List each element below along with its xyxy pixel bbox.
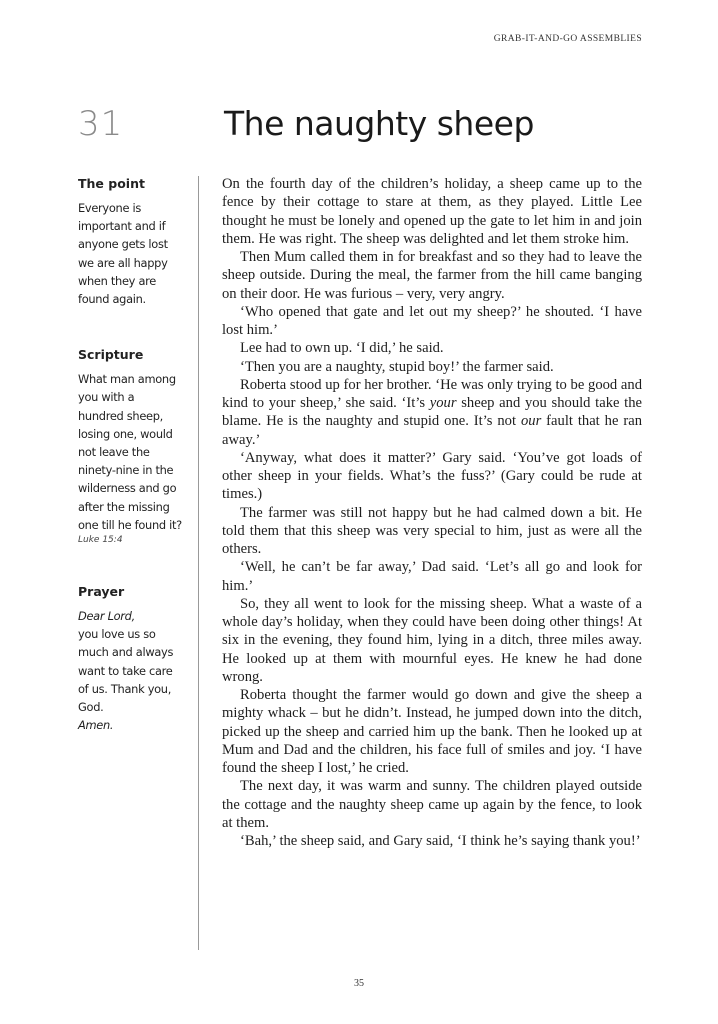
story-paragraph: ‘Then you are a naughty, stupid boy!’ the farmer said.	[240, 358, 554, 375]
column-divider	[198, 176, 199, 950]
emphasis-our: our	[520, 413, 542, 430]
story-paragraph: ‘Well, he can’t be far away,’ Dad said. ‘Let’s all go and look for him.’	[222, 559, 642, 594]
page-number: 35	[354, 978, 364, 989]
story-paragraph: Lee had to own up. ‘I did,’ he said.	[240, 340, 444, 357]
story-paragraph: The next day, it was warm and sunny. The children played outside the cottage and the naughty sheep came up again by the fence, to look at them.	[222, 778, 642, 831]
chapter-number: 31	[78, 104, 124, 144]
running-head: GRAB-IT-AND-GO ASSEMBLIES	[493, 34, 642, 44]
story-text-run: fault that he ran away.’	[222, 413, 642, 448]
scripture-heading: Scripture	[78, 347, 144, 363]
sidebar	[78, 176, 188, 773]
prayer-opening: Dear Lord,	[78, 609, 135, 624]
prayer-closing: Amen.	[78, 718, 114, 733]
story-text	[222, 175, 642, 850]
story-paragraph: Roberta thought the farmer would go down and give the sheep a mighty whack – but he didn’t. Instead, he jumped down into the ditch, picked up the sheep and carried him up the bank. Then he looked up at Mum and Dad and the children, his face full of smiles and joy. ‘I have found the sheep I lost,’ he cried.	[222, 687, 642, 776]
prayer-heading: Prayer	[78, 584, 125, 600]
scripture-reference: Luke 15:4	[78, 535, 123, 546]
story-paragraph: The farmer was still not happy but he had calmed down a bit. He told them that this sheep was very special to him, just as were all the others.	[222, 504, 642, 557]
scripture-text: What man among you with a hundred sheep, losing one, would not leave the ninety-nine in the wilderness and go after the missing one till he found it?	[78, 372, 182, 532]
chapter-title: The naughty sheep	[224, 104, 534, 143]
story-paragraph: ‘Bah,’ the sheep said, and Gary said, ‘I think he’s saying thank you!’	[240, 833, 641, 849]
story-paragraph: On the fourth day of the children’s holiday, a sheep came up to the fence by their cottage to stare at them, as they played. Little Lee thought he must be lonely and opened up the gate to let him in and join them. He was right. The sheep was delighted and let them stroke him.	[222, 176, 642, 247]
story-paragraph: So, they all went to look for the missing sheep. What a waste of a whole day’s holiday, when they could have been doing other things! At six in the evening, they found him, lying in a ditch, three miles away. He looked up at them with mournful eyes. He knew he had done wrong.	[222, 595, 642, 685]
story-text-run: sheep and you should take the blame. He is the naughty and stupid one. It’s not	[222, 395, 643, 430]
point-text: Everyone is important and if anyone gets lost we are all happy when they are found again.	[78, 201, 168, 307]
story-paragraph	[222, 376, 642, 449]
story-paragraph: ‘Who opened that gate and let out my sheep?’ he shouted. ‘I have lost him.’	[222, 303, 642, 338]
point-block	[78, 176, 188, 308]
story-text-run: Roberta stood up for her brother. ‘He was only trying to be good and kind to your sheep,’ she said. ‘It’s	[222, 376, 642, 411]
prayer-text: you love us so much and always want to take care of us. Thank you, God.	[78, 627, 174, 715]
prayer-block	[78, 584, 188, 734]
emphasis-your: your	[429, 395, 457, 411]
scripture-block	[78, 347, 188, 545]
story-paragraph: Then Mum called them in for breakfast and so they had to leave the sheep outside. During the meal, the farmer from the hill came banging on their door. He was furious – very, very angry.	[222, 249, 642, 302]
story-paragraph: ‘Anyway, what does it matter?’ Gary said. ‘You’ve got loads of other sheep in your fields. What’s the fuss?’ (Gary could be rude at times.)	[222, 449, 642, 503]
point-heading: The point	[78, 176, 145, 191]
